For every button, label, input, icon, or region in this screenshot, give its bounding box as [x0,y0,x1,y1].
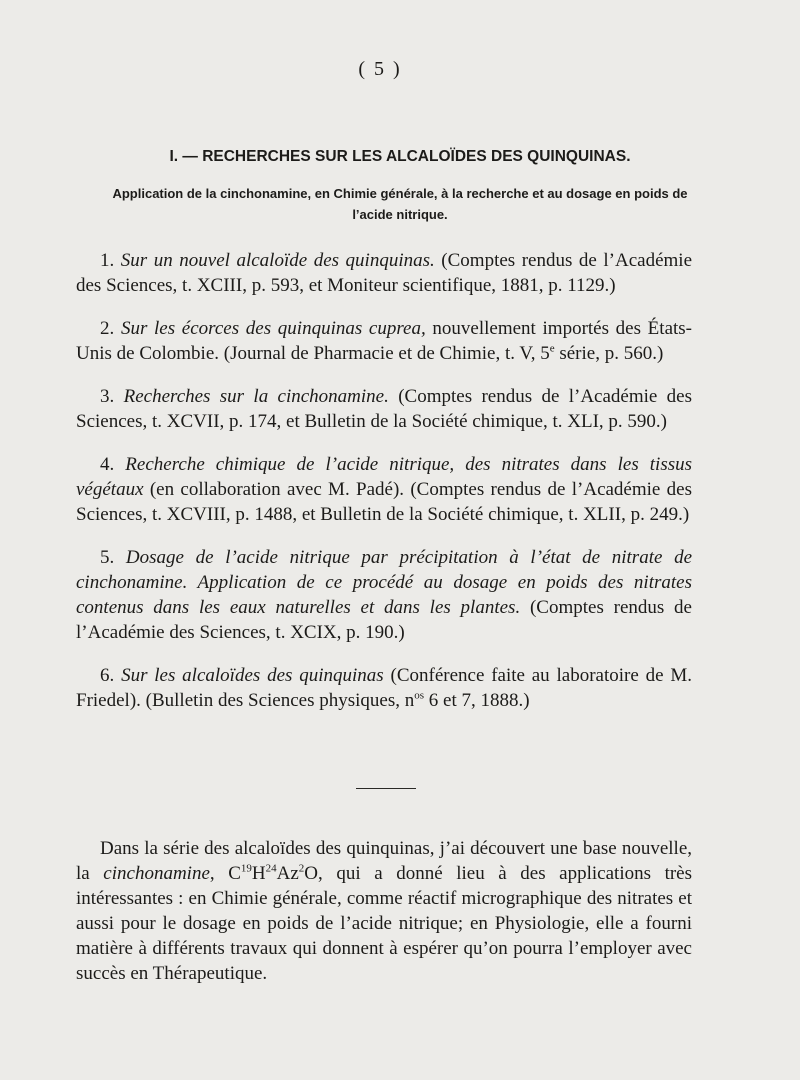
publication-title: Sur un nouvel alcaloïde des quinquinas. [120,250,435,271]
publication-entry: 5. Dosage de l’acide nitrique par précipitation à l’état de nitrate de cinchonamine. Application de ce procédé au dosage en poids des nitrates contenus dans les eaux naturelles et dans les plantes. (Comptes rendus de l’Académie des Sciences, t. XCIX, p. 190.) [76,547,692,643]
publication-entry: 4. Recherche chimique de l’acide nitrique, des nitrates dans les tissus végétaux (en collaboration avec M. Padé). (Comptes rendus de l’Académie des Sciences, t. XCVIII, p. 1488, et Bulletin de la Société chimique, t. XLII, p. 249.) [76,454,693,525]
publication-entry: 1. Sur un nouvel alcaloïde des quinquinas. (Comptes rendus de l’Académie des Sciences, t. XCIII, p. 593, et Moniteur scientifique, 1881, p. 1129.) [76,250,693,296]
publication-title: Recherches sur la cinchonamine. [123,386,389,407]
publication-entry: 3. Recherches sur la cinchonamine. (Comptes rendus de l’Académie des Sciences, t. XCVII, p. 174, et Bulletin de la Société chimique, t. XLI, p. 590.) [76,386,693,432]
body-paragraph: Dans la série des alcaloïdes des quinquinas, j’ai découvert une base nouvelle, la cinchonamine, $C^{19}H^{24}Az^2O$, qui a donné lieu à des applications très intéressantes : en Chimie générale, comme réactif micrographique des nitrates et aussi pour le dosage en poids de l’acide nitrique; en Physiologie, elle a fourni matière à différents travaux qui donnent à espérer qu’on pourra l’employer avec succès en Thérapeutique. [76,838,693,984]
page-number: ( 5 ) [358,58,402,80]
publication-title: Recherche chimique de l’acide nitrique, des nitrates dans les tissus végétaux [76,454,693,500]
publication-entry: 2. Sur les écorces des quinquinas cuprea, nouvellement importés des États-Unis de Colombie. (Journal de Pharmacie et de Chimie, t. V, 5e série, p. 560.) [76,318,692,364]
chemical-formula: $C^{19}H^{24}Az^2O$ [228,862,319,884]
publication-title: Dosage de l’acide nitrique par précipitation à l’état de nitrate de cinchonamine. Application de ce procédé au dosage en poids des nitrates contenus dans les eaux naturelles et dans les plantes. [76,547,692,618]
publication-title: Sur les écorces des quinquinas cuprea, [120,318,426,339]
publication-list [76,248,692,731]
section-divider [356,788,416,789]
publication-entry: 6. Sur les alcaloïdes des quinquinas (Conférence faite au laboratoire de M. Friedel). (Bulletin des Sciences physiques, $n^{os}$ 6 et 7, 1888.) [76,665,692,711]
section-heading: I. — RECHERCHES SUR LES ALCALOÏDES DES QUINQUINAS. [169,148,631,165]
section-subheading: Application de la cinchonamine, en Chimie générale, à la recherche et au dosage en poids de l’acide nitrique. [112,186,688,222]
publication-title: Sur les alcaloïdes des quinquinas [121,665,384,686]
cinchonamine-term: cinchonamine [103,863,210,884]
